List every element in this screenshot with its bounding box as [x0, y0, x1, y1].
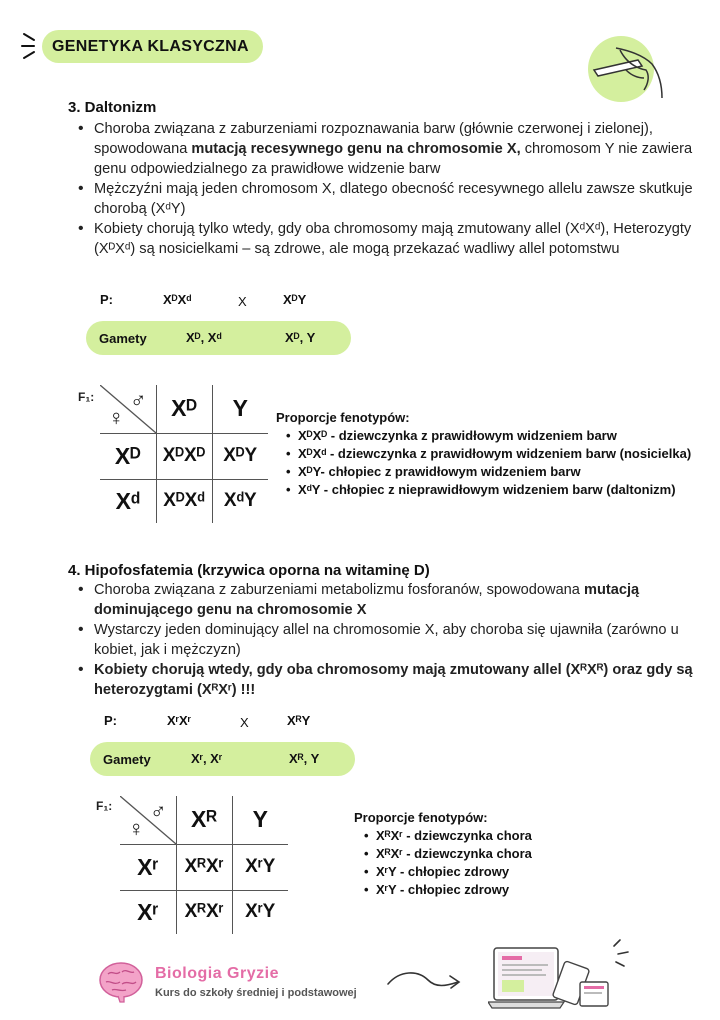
- punnett-cell: XʳY: [232, 890, 288, 934]
- punnett-corner: [100, 385, 156, 433]
- proportions-title: Proporcje fenotypów:: [276, 410, 410, 425]
- cross-x: X: [238, 294, 247, 309]
- gametes-mother: Xᴰ, Xᵈ: [186, 330, 222, 345]
- cross-father: XᴿY: [287, 713, 311, 728]
- daltonizm-bullets: [76, 119, 696, 259]
- list-item: • XᵈY - chłopiec z nieprawidłowym widzeniem barw (daltonizm): [286, 481, 691, 499]
- cross-father: XᴰY: [283, 292, 307, 307]
- hand-pen-icon: [586, 40, 666, 104]
- col-header: Xᴰ: [156, 385, 212, 433]
- list-item: • XᴰXᴰ - dziewczynka z prawidłowym widzeniem barw: [286, 427, 691, 445]
- list-item: • XᴰXᵈ - dziewczynka z prawidłowym widzeniem barw (nosicielka): [286, 445, 691, 463]
- female-icon: ♀: [108, 405, 125, 430]
- phenotype-proportions-daltonizm: [276, 410, 691, 499]
- gametes-father: Xᴿ, Y: [289, 751, 320, 766]
- header-pill: [42, 30, 263, 63]
- gametes-mother: Xʳ, Xʳ: [191, 751, 223, 766]
- burst-lines-icon: [20, 28, 44, 64]
- col-header: Y: [232, 796, 288, 844]
- list-item: • Kobiety chorują wtedy, gdy oba chromosomy mają zmutowany allel (XᴿXᴿ) oraz gdy są heterozygtami (XᴿXʳ) !!!: [76, 660, 696, 700]
- punnett-square-daltonizm: [100, 385, 268, 523]
- section-title-hipofosfatemia: 4. Hipofosfatemia (krzywica oporna na witaminę D): [68, 562, 430, 579]
- list-item: • XᴰY- chłopiec z prawidłowym widzeniem barw: [286, 463, 691, 481]
- punnett-cell: XᴰXᴰ: [156, 433, 212, 479]
- brand-subtitle: Kurs do szkoły średniej i podstawowej: [155, 987, 357, 999]
- col-header: Xᴿ: [176, 796, 232, 844]
- row-header: Xᴰ: [100, 433, 156, 479]
- list-item: • Choroba związana z zaburzeniami rozpoznawania barw (głównie czerwonej i zielonej), spowodowana mutacją recesywnego genu na chromosomie X, chromosom Y nie zawiera genu odpowiedzialnego za prawidłowe widzenie barw: [76, 119, 696, 179]
- cross-p-label: P:: [104, 713, 117, 728]
- list-item: • Mężczyźni mają jeden chromosom X, dlatego obecność recesywnego allelu zawsze skutkuje chorobą (XᵈY): [76, 179, 696, 219]
- f1-label: F₁:: [96, 799, 113, 813]
- punnett-cell: XʳY: [232, 844, 288, 890]
- row-header: Xʳ: [120, 844, 176, 890]
- male-icon: ♂: [150, 798, 167, 823]
- gametes-label: Gamety: [99, 331, 147, 346]
- punnett-cell: XᴿXʳ: [176, 890, 232, 934]
- list-item: • XᴿXʳ - dziewczynka chora: [364, 845, 532, 863]
- punnett-cell: XᴰY: [212, 433, 268, 479]
- punnett-cell: XᴰXᵈ: [156, 479, 212, 523]
- punnett-square-hipofosfatemia: [120, 796, 288, 934]
- punnett-cell: XᴿXʳ: [176, 844, 232, 890]
- f1-label: F₁:: [78, 390, 95, 404]
- list-item: • Wystarczy jeden dominujący allel na chromosomie X, aby choroba się ujawniła (zarówno u kobiet, jak i mężczyzn): [76, 620, 696, 660]
- female-icon: ♀: [128, 816, 145, 841]
- proportions-title: Proporcje fenotypów:: [354, 810, 488, 825]
- brain-icon: [98, 960, 144, 1004]
- row-header: Xᵈ: [100, 479, 156, 523]
- row-header: Xʳ: [120, 890, 176, 934]
- punnett-corner: [120, 796, 176, 844]
- section-title-daltonizm: 3. Daltonizm: [68, 99, 157, 116]
- cross-x: X: [240, 715, 249, 730]
- male-icon: ♂: [130, 387, 147, 412]
- punnett-cell: XᵈY: [212, 479, 268, 523]
- hipofosfatemia-bullets: [76, 580, 696, 700]
- phenotype-proportions-hipofosfatemia: [354, 810, 532, 899]
- brand-name: Biologia Gryzie: [155, 965, 279, 982]
- cross-mother: XᴰXᵈ: [163, 292, 192, 307]
- list-item: • Kobiety chorują tylko wtedy, gdy oba chromosomy mają zmutowany allel (XᵈXᵈ), Heterozygty (XᴰXᵈ) są nosicielkami – są zdrowe, ale mogą przekazać wadliwy allel potomstwu: [76, 219, 696, 259]
- list-item: • XʳY - chłopiec zdrowy: [364, 863, 532, 881]
- cross-p-label: P:: [100, 292, 113, 307]
- gametes-father: Xᴰ, Y: [285, 330, 316, 345]
- col-header: Y: [212, 385, 268, 433]
- laptop-icon: [488, 938, 638, 1016]
- list-item: • XʳY - chłopiec zdrowy: [364, 881, 532, 899]
- gametes-label: Gamety: [103, 752, 151, 767]
- list-item: • Choroba związana z zaburzeniami metabolizmu fosforanów, spowodowana mutacją dominującego genu na chromosomie X: [76, 580, 696, 620]
- cross-mother: XʳXʳ: [167, 713, 191, 728]
- page-title: GENETYKA KLASYCZNA: [52, 37, 249, 55]
- arrow-icon: [384, 966, 464, 994]
- list-item: • XᴿXʳ - dziewczynka chora: [364, 827, 532, 845]
